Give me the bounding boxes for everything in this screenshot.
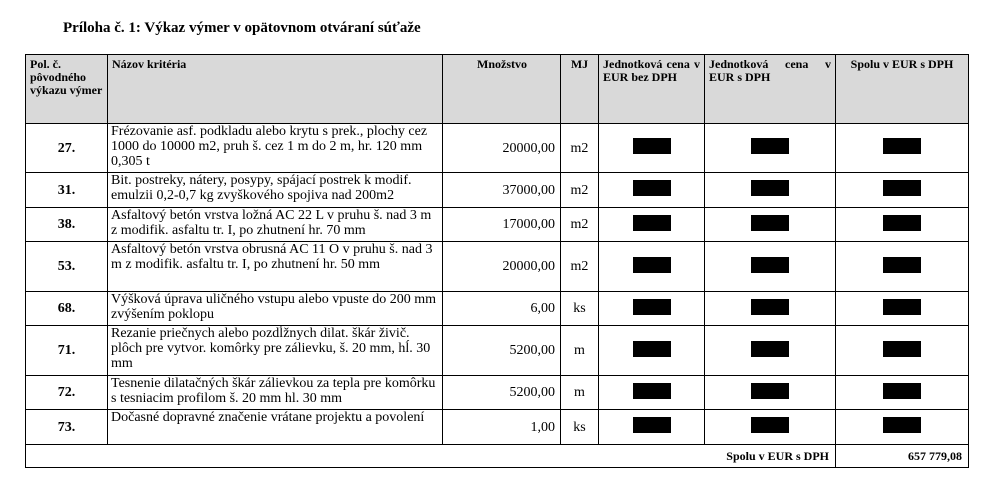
row-unit-price-excl-redacted	[599, 326, 705, 376]
row-unit: ks	[561, 410, 599, 445]
row-unit-price-excl-redacted	[599, 173, 705, 208]
row-total-redacted	[836, 376, 969, 410]
row-criterion-name: Frézovanie asf. podkladu alebo krytu s prek., plochy cez 1000 do 10000 m2, pruh š. cez 1 m do 2 m, hr. 120 mm 0,305 t	[108, 124, 443, 173]
row-criterion-name: Tesnenie dilatačných škár zálievkou za tepla pre komôrku s tesniacim profilom š. 20 mm hl. 30 mm	[108, 376, 443, 410]
redaction-block	[751, 138, 789, 154]
row-unit-price-incl-redacted	[705, 326, 836, 376]
total-row	[26, 445, 969, 468]
table-row	[26, 124, 969, 173]
redaction-block	[751, 180, 789, 196]
redaction-block	[883, 341, 921, 357]
row-unit-price-incl-redacted	[705, 208, 836, 242]
redaction-block	[633, 299, 671, 315]
row-unit: m2	[561, 208, 599, 242]
page-title: Príloha č. 1: Výkaz výmer v opätovnom otváraní súťaže	[63, 20, 421, 36]
row-criterion-name: Asfaltový betón vrstva ložná AC 22 L v pruhu š. nad 3 m z modifik. asfaltu tr. I, po zhutnení hr. 70 mm	[108, 208, 443, 242]
table-row	[26, 242, 969, 292]
header-mj: MJ	[561, 55, 599, 124]
header-name: Názov kritéria	[108, 55, 443, 124]
table-row	[26, 208, 969, 242]
row-unit-price-excl-redacted	[599, 292, 705, 326]
row-unit-price-excl-redacted	[599, 208, 705, 242]
row-unit-price-incl-redacted	[705, 173, 836, 208]
row-pol-number: 38.	[26, 208, 108, 242]
total-value: 657 779,08	[836, 445, 969, 468]
row-unit-price-excl-redacted	[599, 242, 705, 292]
row-quantity: 1,00	[443, 410, 561, 445]
redaction-block	[883, 138, 921, 154]
row-quantity: 20000,00	[443, 124, 561, 173]
redaction-block	[633, 180, 671, 196]
row-criterion-name: Asfaltový betón vrstva obrusná AC 11 O v pruhu š. nad 3 m z modifik. asfaltu tr. I, po zhutnení hr. 50 mm	[108, 242, 443, 292]
row-pol-number: 27.	[26, 124, 108, 173]
row-pol-number: 72.	[26, 376, 108, 410]
row-criterion-name: Bit. postreky, nátery, posypy, spájací postrek k modif. emulzii 0,2-0,7 kg zvyškového spojiva nad 200m2	[108, 173, 443, 208]
table-row	[26, 292, 969, 326]
row-total-redacted	[836, 326, 969, 376]
redaction-block	[751, 417, 789, 433]
row-unit-price-incl-redacted	[705, 124, 836, 173]
row-unit: m2	[561, 124, 599, 173]
header-total: Spolu v EUR s DPH	[836, 55, 969, 124]
row-unit-price-incl-redacted	[705, 242, 836, 292]
redaction-block	[633, 417, 671, 433]
table-row	[26, 410, 969, 445]
row-quantity: 17000,00	[443, 208, 561, 242]
row-unit-price-incl-redacted	[705, 376, 836, 410]
redaction-block	[633, 383, 671, 399]
row-pol-number: 53.	[26, 242, 108, 292]
row-total-redacted	[836, 173, 969, 208]
header-qty: Množstvo	[443, 55, 561, 124]
row-criterion-name: Dočasné dopravné značenie vrátane projektu a povolení	[108, 410, 443, 445]
redaction-block	[751, 341, 789, 357]
redaction-block	[883, 257, 921, 273]
table-header-row	[26, 55, 969, 124]
total-label: Spolu v EUR s DPH	[705, 445, 836, 468]
row-criterion-name: Výšková úprava uličného vstupu alebo vpuste do 200 mm zvýšením poklopu	[108, 292, 443, 326]
redaction-block	[883, 180, 921, 196]
row-pol-number: 73.	[26, 410, 108, 445]
redaction-block	[751, 299, 789, 315]
row-unit: ks	[561, 292, 599, 326]
row-unit: m2	[561, 173, 599, 208]
row-pol-number: 68.	[26, 292, 108, 326]
row-unit-price-excl-redacted	[599, 376, 705, 410]
header-unit-incl: Jednotková cena v EUR s DPH	[705, 55, 836, 124]
row-pol-number: 71.	[26, 326, 108, 376]
row-unit-price-excl-redacted	[599, 124, 705, 173]
quantities-table	[25, 54, 969, 468]
redaction-block	[883, 215, 921, 231]
row-pol-number: 31.	[26, 173, 108, 208]
row-total-redacted	[836, 208, 969, 242]
redaction-block	[751, 257, 789, 273]
row-unit-price-incl-redacted	[705, 292, 836, 326]
header-pol: Pol. č. pôvodného výkazu výmer	[26, 55, 108, 124]
row-quantity: 6,00	[443, 292, 561, 326]
row-total-redacted	[836, 292, 969, 326]
row-unit: m	[561, 376, 599, 410]
row-quantity: 5200,00	[443, 326, 561, 376]
table-row	[26, 376, 969, 410]
redaction-block	[633, 138, 671, 154]
row-criterion-name: Rezanie priečnych alebo pozdĺžnych dilat. škár živič. plôch pre vytvor. komôrky pre zálievku, š. 20 mm, hĺ. 30 mm	[108, 326, 443, 376]
redaction-block	[883, 383, 921, 399]
table-row	[26, 173, 969, 208]
redaction-block	[883, 417, 921, 433]
row-quantity: 5200,00	[443, 376, 561, 410]
redaction-block	[633, 341, 671, 357]
redaction-block	[883, 299, 921, 315]
row-unit-price-incl-redacted	[705, 410, 836, 445]
row-total-redacted	[836, 410, 969, 445]
header-unit-excl: Jednotková cena v EUR bez DPH	[599, 55, 705, 124]
row-quantity: 37000,00	[443, 173, 561, 208]
total-row-spacer	[26, 445, 705, 468]
row-unit: m2	[561, 242, 599, 292]
row-total-redacted	[836, 242, 969, 292]
row-unit-price-excl-redacted	[599, 410, 705, 445]
row-quantity: 20000,00	[443, 242, 561, 292]
redaction-block	[633, 215, 671, 231]
table-row	[26, 326, 969, 376]
redaction-block	[751, 383, 789, 399]
row-total-redacted	[836, 124, 969, 173]
redaction-block	[633, 257, 671, 273]
row-unit: m	[561, 326, 599, 376]
redaction-block	[751, 215, 789, 231]
